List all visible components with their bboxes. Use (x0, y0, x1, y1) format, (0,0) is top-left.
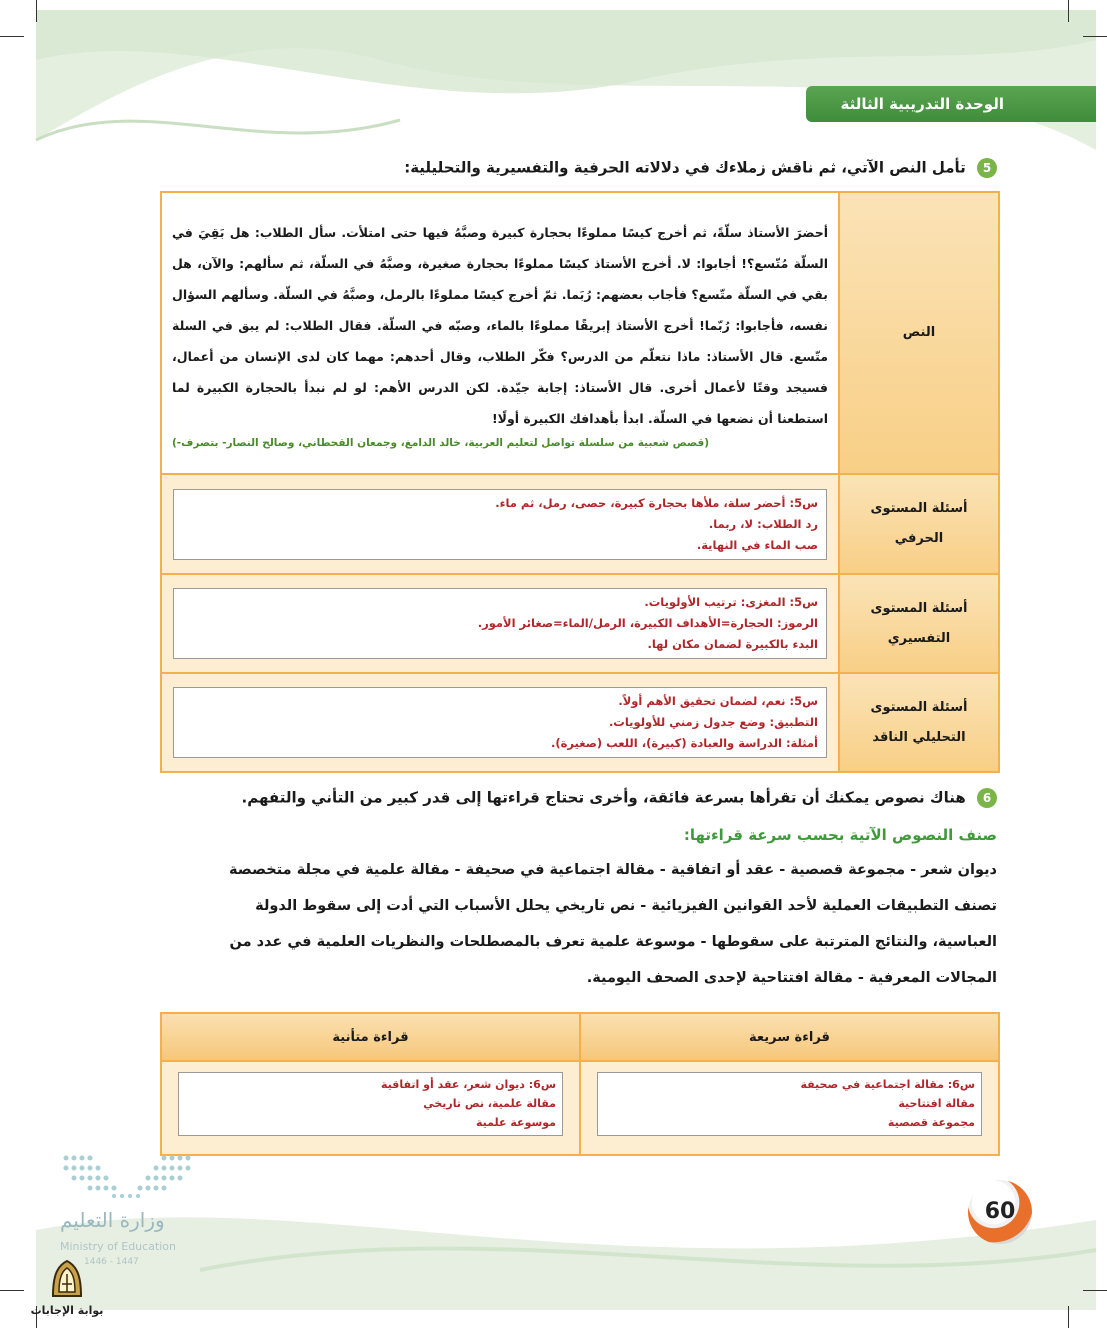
level-label: أسئلة المستوى (870, 501, 968, 516)
answer-line: البدء بالكبيرة لضمان مكان لها. (647, 637, 818, 651)
passage (172, 217, 828, 434)
passage-line: السلّة. فقال الطلاب: لم يبق في السلة متّسع. قال الأستاذ: ماذا نتعلّم من الدرس؟ فكّر الطلاب، وقال (172, 317, 828, 364)
passage-cell (161, 192, 839, 474)
texts-list-line: العباسية، والنتائج المترتبة على سقوطها - موسوعة علمية تعرف بالمصطلحات والنظريات العلمية في عدد من (229, 934, 997, 950)
level-label: الحرفي (894, 531, 944, 546)
classification-instruction: صنف النصوص الآتية بحسب سرعة قراءتها: (683, 826, 997, 844)
literal-answer-box (173, 489, 827, 560)
portal-name: بوابة الإجابات (30, 1304, 104, 1317)
slow-reading-header: قراءة متأنية (161, 1013, 580, 1061)
passage-line: أحدهم: مهما كان لدى الإنسان من أعمال، فسيجد وقتًا لأعمال أخرى. قال الأستاذ: إجابة جيّدة. لكن (172, 348, 828, 395)
level-label: التفسيري (887, 630, 951, 646)
fast-reading-cell (580, 1061, 999, 1155)
answer-line: س5: المغزى: ترتيب الأولويات. (644, 595, 818, 609)
slow-reading-cell (161, 1061, 580, 1155)
portal-emblem-icon (47, 1258, 87, 1298)
text-label-cell (839, 192, 999, 474)
passage-line: هل بَقِيَ في السلّة مُتّسع؟! أجابوا: لا. أخرج الأستاذ كيسًا مملوءًا بحجارة صغيرة، وصبَّهُ في السلّة، (172, 224, 828, 271)
literal-level-label-cell (839, 474, 999, 574)
reading-speed-table (160, 1012, 1000, 1156)
answer-line: س6: ديوان شعر، عقد أو اتفاقية (381, 1078, 556, 1091)
passage-line: أولًا! (491, 410, 520, 426)
answer-line: مقالة افتتاحية (898, 1097, 975, 1110)
answer-line: مجموعة قصصية (887, 1116, 975, 1129)
ministry-logo-icon (60, 1152, 200, 1202)
crop-mark (1083, 36, 1107, 37)
passage-line: وصبَّهُ في السلّة. وسألهم السؤال نفسه، فأجابوا: رُبّما! أخرج الأستاذ إبريقًا مملوءًا بالماء، وصبّه في (172, 286, 828, 333)
passage-line: الدرس الأهم: لو لم نبدأ بالحجارة الكبيرة لما استطعنا أن نضعها في السلّة. ابدأ بأهدافك الكبيرة (172, 379, 828, 426)
critical-level-label-cell (839, 673, 999, 772)
unit-title-banner: الوحدة التدريبية الثالثة (806, 86, 1096, 122)
crop-mark (1068, 0, 1069, 22)
fast-reading-header: قراءة سريعة (580, 1013, 999, 1061)
question-number-badge: 6 (977, 788, 997, 808)
ministry-name-english: Ministry of Education (60, 1240, 177, 1253)
level-label: أسئلة المستوى (870, 600, 968, 616)
texts-list-line: تصنف التطبيقات العملية لأحد القوانين الفيزيائية - نص تاريخي يحلل الأسباب التي أدت إلى سقوط الدولة (255, 898, 997, 914)
texts-list-line: المجالات المعرفية - مقالة افتتاحية لإحدى الصحف اليومية. (586, 970, 997, 986)
answer-line: س5: نعم، لضمان تحقيق الأهم أولاً. (618, 694, 818, 708)
passage-source: (قصص شعبية من سلسلة تواصل لتعليم العربية، خالد الدامغ، وجمعان القحطاني، وصالح النصار- بتصرف-) (172, 436, 709, 449)
answer-line: الرموز: الحجارة=الأهداف الكبيرة، الرمل/الماء=صغائر الأمور. (477, 616, 818, 630)
crop-mark (1068, 1306, 1069, 1328)
crop-mark (36, 0, 37, 22)
passage-line: أحضرَ الأستاذ سلّةً، ثم أخرج كيسًا مملوءًا بحجارة كبيرة وصبَّهُ فيها حتى امتلأت. سأل الطلاب: (254, 224, 829, 240)
page-number-badge: 60 (968, 1180, 1032, 1244)
answer-line: أمثلة: الدراسة والعبادة (كبيرة)، اللعب (صغيرة). (550, 736, 818, 750)
critical-answer-cell (161, 673, 839, 772)
critical-answer-box (173, 687, 827, 758)
fast-reading-answer (597, 1072, 982, 1136)
ministry-name-arabic: وزارة التعليم (60, 1208, 165, 1232)
answer-line: رد الطلاب: لا، ربما. (708, 516, 818, 531)
answer-line: التطبيق: وضع جدول زمني للأولويات. (608, 715, 818, 729)
text-analysis-table (160, 191, 1000, 773)
interpretive-answer-cell (161, 574, 839, 673)
crop-mark (0, 36, 24, 37)
slow-reading-answer (178, 1072, 563, 1136)
question-6-prompt (177, 788, 997, 808)
passage-line: ثم سألهم: والآن، هل بقي في السلّة متّسع؟ فأجاب بعضهم: رُبَما. ثمّ أخرج كيسًا مملوءًا بالرمل، (172, 255, 828, 302)
level-label: أسئلة المستوى (870, 699, 968, 715)
question-number-badge: 5 (977, 158, 997, 178)
crop-mark (1083, 1290, 1107, 1291)
answer-line: س5: أحضر سلة، ملأها بحجارة كبيرة، حصى، رمل، ثم ماء. (495, 495, 818, 510)
question-5-text: تأمل النص الآتي، ثم ناقش زملاءك في دلالاته الحرفية والتفسيرية والتحليلية: (404, 158, 966, 177)
crop-mark (0, 1290, 24, 1291)
answer-line: موسوعة علمية (476, 1116, 556, 1129)
question-6-text: هناك نصوص يمكنك أن تقرأها بسرعة فائقة، وأخرى تحتاج قراءتها إلى قدر كبير من التأني والتفهم. (241, 788, 966, 807)
level-label: التحليلي الناقد (872, 729, 966, 745)
answer-line: صب الماء في النهاية. (696, 537, 818, 552)
question-5-prompt (197, 158, 997, 178)
interpretive-level-label-cell (839, 574, 999, 673)
interpretive-answer-box (173, 588, 827, 659)
text-label: النص (902, 325, 936, 340)
academic-year: 1446 - 1447 (84, 1257, 139, 1267)
answers-portal-logo (30, 1258, 104, 1317)
answer-line: س6: مقالة اجتماعية في صحيفة (800, 1078, 975, 1091)
answer-line: مقالة علمية، نص تاريخي (423, 1097, 556, 1110)
texts-list-line: ديوان شعر - مجموعة قصصية - عقد أو اتفاقية - مقالة اجتماعية في صحيفة - مقالة علمية في مجلة متخصصة (228, 862, 997, 878)
literal-answer-cell (161, 474, 839, 574)
